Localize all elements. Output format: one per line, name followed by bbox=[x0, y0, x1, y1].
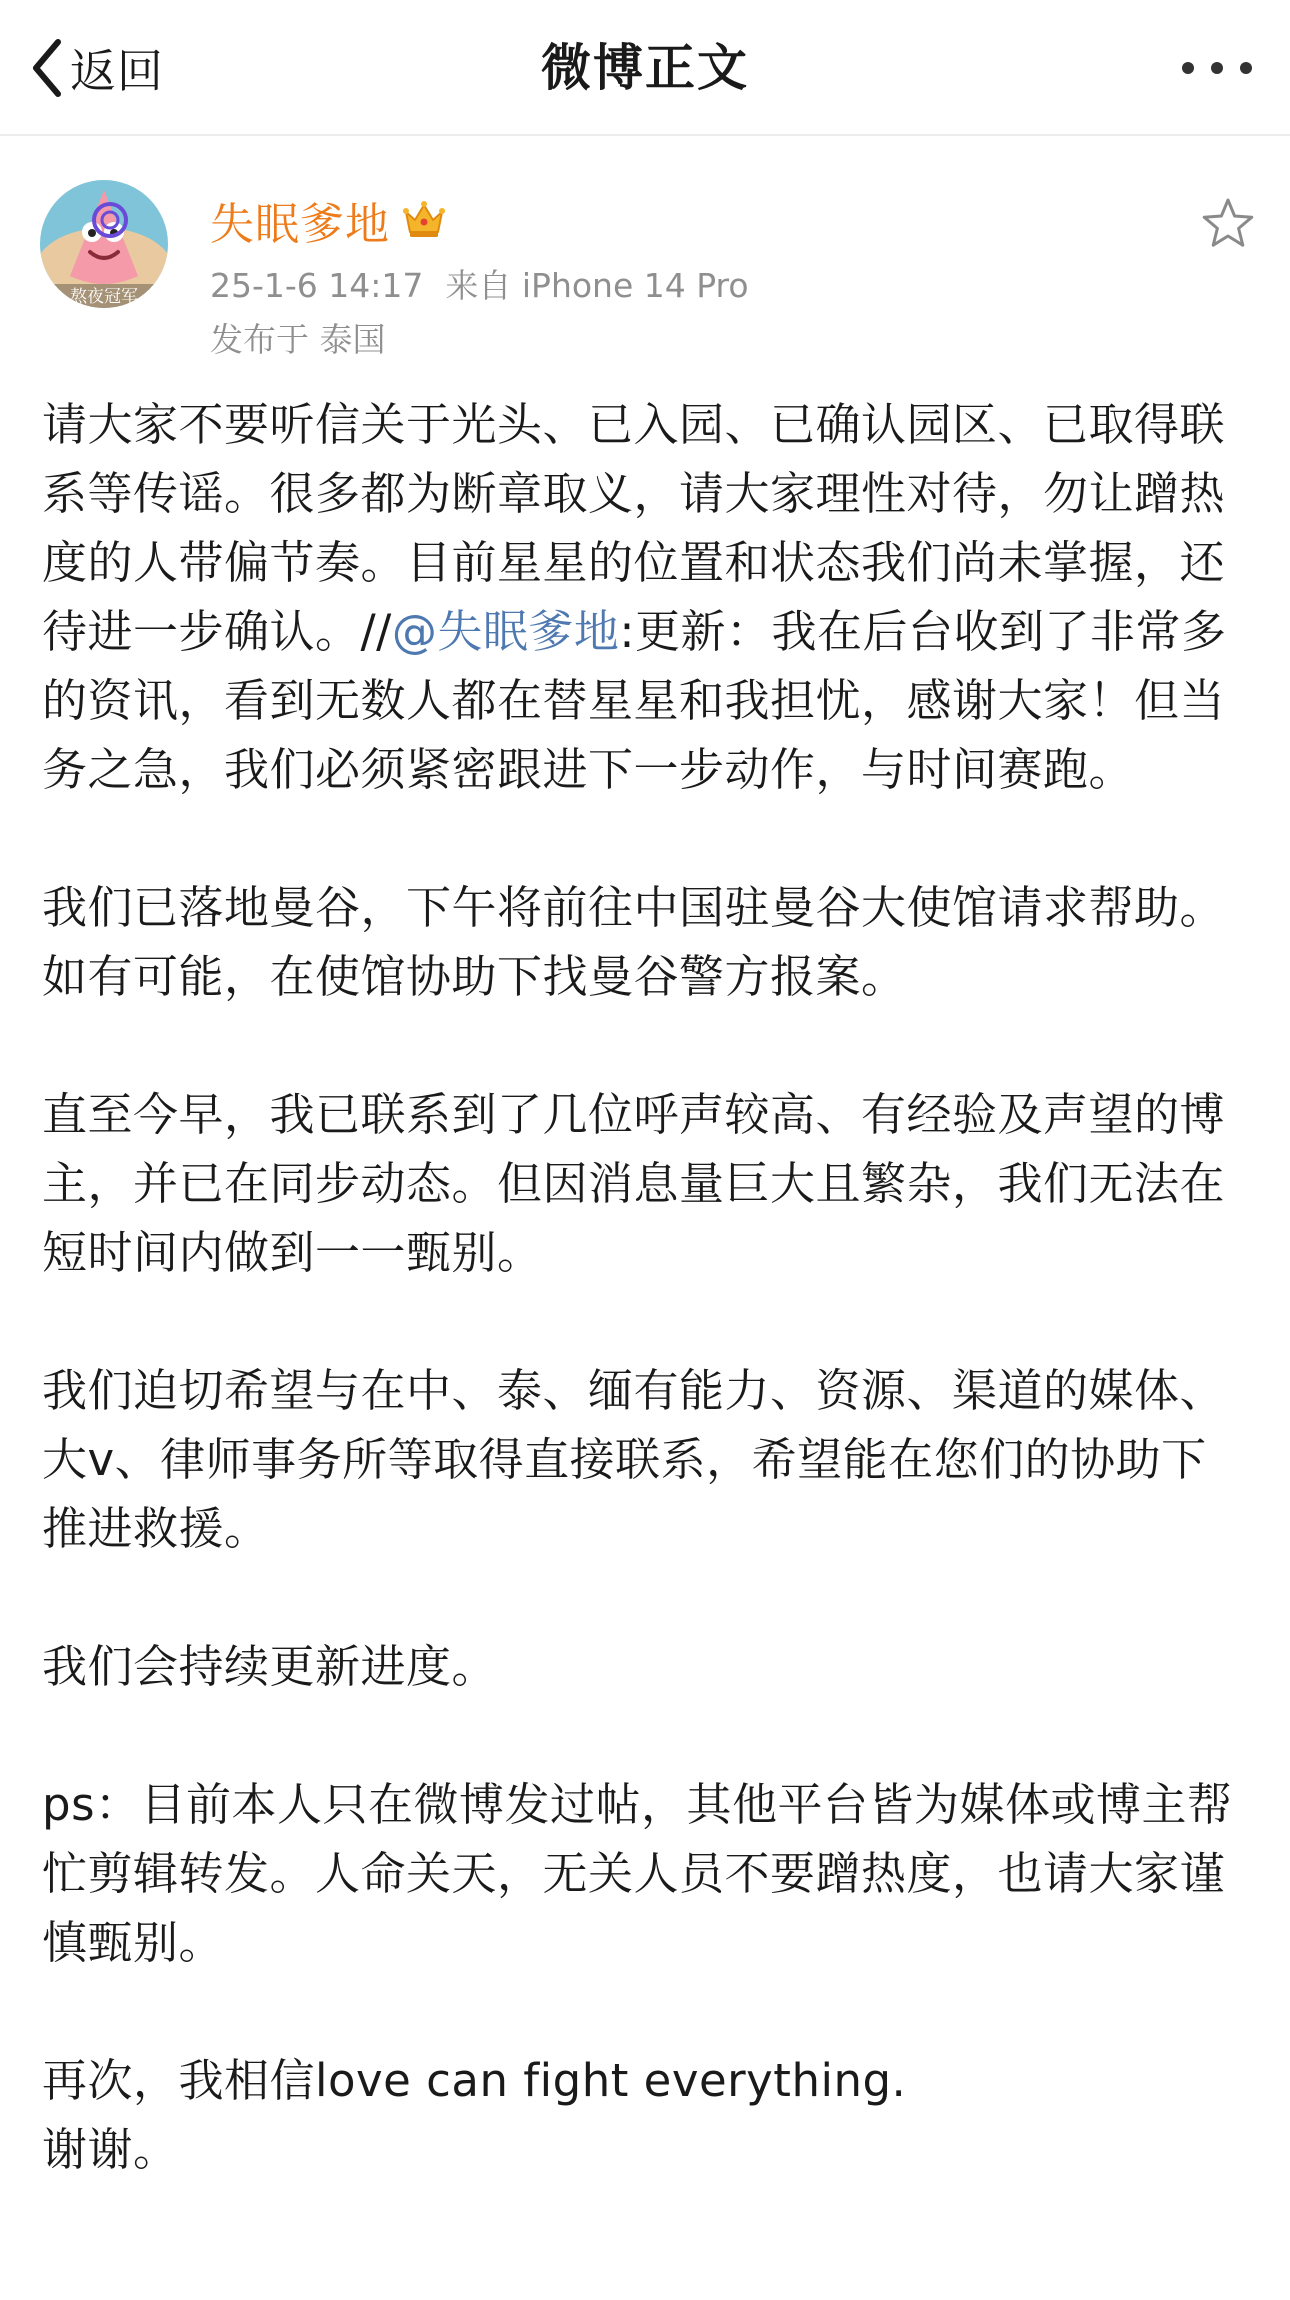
post-paragraph-5: 我们会持续更新进度。 bbox=[42, 1640, 498, 1693]
post-paragraph-8: 谢谢。 bbox=[42, 2123, 179, 2176]
user-mention-link[interactable]: @失眠爹地 bbox=[391, 605, 620, 658]
post-paragraph-1 bbox=[42, 390, 1252, 804]
more-button[interactable] bbox=[1182, 50, 1252, 86]
post-paragraph-3: 直至今早，我已联系到了几位呼声较高、有经验及声望的博主，并已在同步动态。但因消息量巨大且繁杂，我们无法在短时间内做到一一甄别。 bbox=[42, 1088, 1226, 1279]
page-title: 微博正文 bbox=[541, 39, 749, 97]
crown-icon bbox=[402, 200, 446, 240]
more-dots-icon bbox=[1211, 62, 1223, 74]
post-paragraph-2: 我们已落地曼谷，下午将前往中国驻曼谷大使馆请求帮助。如有可能，在使馆协助下找曼谷警方报案。 bbox=[42, 881, 1226, 1003]
post-timestamp: 25-1-6 14:17 bbox=[210, 266, 424, 305]
avatar[interactable] bbox=[40, 180, 168, 308]
author-name[interactable]: 失眠爹地 bbox=[210, 199, 390, 250]
chevron-left-icon bbox=[30, 38, 64, 98]
post-paragraph-4: 我们迫切希望与在中、泰、缅有能力、资源、渠道的媒体、大v、律师事务所等取得直接联系，希望能在您们的协助下推进救援。 bbox=[42, 1364, 1226, 1555]
author-header bbox=[0, 136, 1290, 376]
post-source: 来自 iPhone 14 Pro bbox=[445, 266, 749, 305]
post-meta bbox=[210, 260, 749, 307]
back-button[interactable] bbox=[30, 36, 164, 100]
back-label: 返回 bbox=[70, 44, 164, 98]
author-name-row bbox=[210, 190, 446, 250]
avatar-image bbox=[40, 180, 168, 308]
more-dots-icon bbox=[1240, 62, 1252, 74]
avatar-caption: 熬夜冠军 bbox=[70, 287, 138, 307]
post-location: 发布于 泰国 bbox=[210, 320, 386, 359]
post-paragraph-7: 再次，我相信love can fight everything. bbox=[42, 2054, 907, 2107]
nav-bar bbox=[0, 0, 1290, 136]
post-content bbox=[42, 390, 1252, 2184]
post-paragraph-6: ps：目前本人只在微博发过帖，其他平台皆为媒体或博主帮忙剪辑转发。人命关天，无关人员不要蹭热度，也请大家谨慎甄别。 bbox=[42, 1778, 1233, 1969]
more-dots-icon bbox=[1182, 62, 1194, 74]
post-text: 请大家不要听信关于光头、已入园、已确认园区、已取得联系等传谣。很多都为断章取义，请大家理性对待，勿让蹭热度的人带偏节奏。目前星星的位置和状态我们尚未掌握，还待进一步确认。// bbox=[42, 398, 1226, 658]
star-icon[interactable] bbox=[1200, 196, 1256, 252]
post-text: :更新：我在后台收到了非常多的资讯，看到无数人都在替星星和我担忧，感谢大家！但当务之急，我们必须紧密跟进下一步动作，与时间赛跑。 bbox=[42, 605, 1227, 796]
